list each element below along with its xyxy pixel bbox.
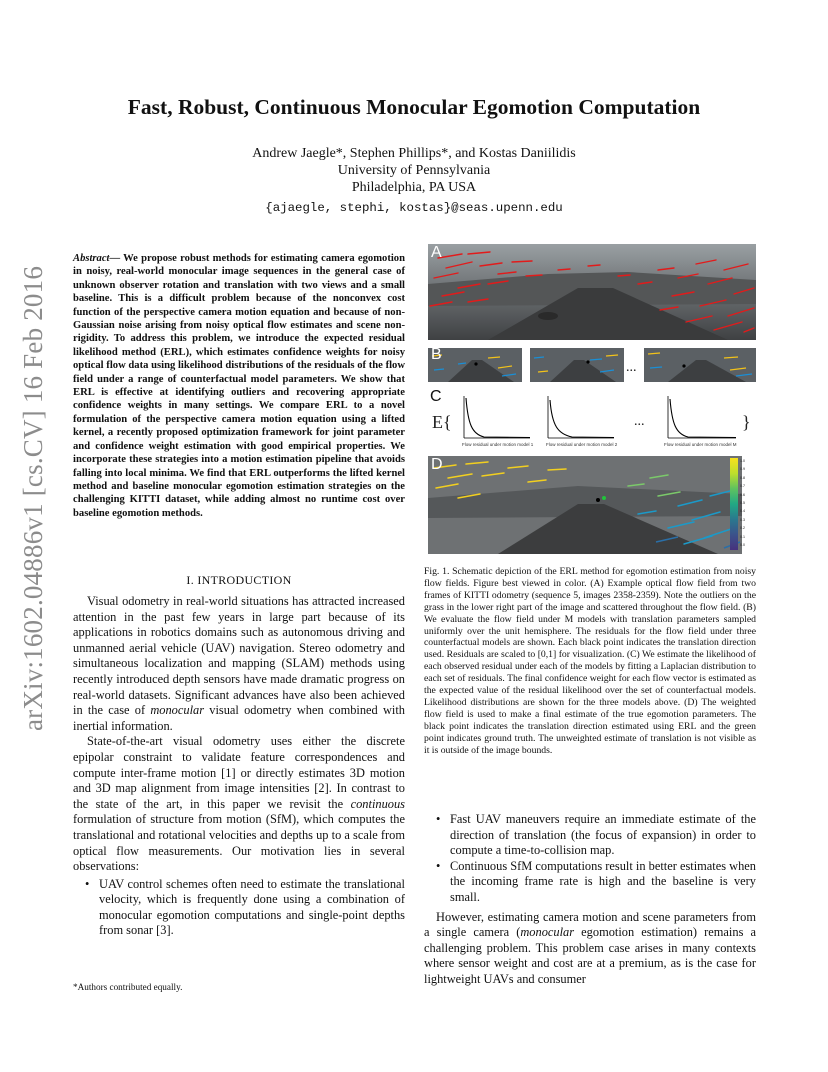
colorbar-tick: 0.7: [740, 484, 745, 489]
panel-d-weighted-flow-graphic: [428, 456, 742, 554]
colorbar-tick: 0.5: [740, 501, 745, 506]
panel-b-thumb-1: [428, 348, 522, 382]
panel-label-b: B: [431, 346, 442, 363]
intro-paragraph-1: [73, 594, 405, 734]
list-item: • UAV control schemes often need to estimate the translational velocity, which is frequently done using a combination of monocular egomotion computations and single-point depths from sonar [3].: [73, 877, 405, 939]
colorbar-tick: 0.1: [740, 534, 745, 539]
abstract-text: We propose robust methods for estimating camera egomotion in noisy, real-world monocular image sequences in the general case of unknown observer rotation and translation with two views and a small baseline. This is a difficult problem because of the nonconvex cost function of the perspective camera motion equation and because of non-Gaussian noise arising from noisy optical flow estimates and scene non-rigidity. To address this problem, we introduce the expected residual likelihood method (ERL), which estimates confidence weights for noisy optical flow data using likelihood distributions of the residuals of the flow field under a range of counterfactual model parameters. We show that ERL is effective at identifying outliers and recovering appropriate confidence weights in many settings. We compare ERL to a novel formulation of the perspective camera motion equation using a lifted kernel, a recently proposed optimization framework for joint parameter and confidence weight estimation with good empirical properties. We incorporate these strategies into a motion estimation pipeline that avoids falling into local minima. We find that ERL outperforms the lifted kernel method and baseline monocular egomotion estimation strategies on the challenging KITTI dataset, while adding almost no runtime cost over baseline egomotion methods.: [73, 253, 405, 519]
p2-emphasis: continuous: [350, 796, 405, 811]
arxiv-stamp: [14, 265, 54, 731]
panel-b-thumb-2: [530, 348, 624, 382]
panel-c-likelihoods: [428, 390, 756, 452]
expectation-close: }: [742, 412, 751, 432]
panel-b-thumb-1-graphic: [428, 348, 522, 382]
affiliation: University of Pennsylvania: [337, 163, 491, 178]
paper-title: Fast, Robust, Continuous Monocular Egomotion Computation: [127, 95, 701, 119]
likelihood-curve-1: [454, 394, 532, 442]
location: Philadelphia, PA USA: [351, 180, 477, 195]
list-item: • Fast UAV maneuvers require an immediate estimate of the direction of translation (the focus of expansion) in order to compute a time-to-collision map.: [424, 812, 756, 859]
expectation-open: E{: [432, 412, 452, 432]
p1-emphasis: monocular: [150, 703, 205, 718]
abstract-lead: Abstract: [73, 253, 110, 264]
panel-d-weighted-flow: [428, 456, 742, 554]
colorbar-tick: 0.0: [740, 543, 745, 548]
colorbar-tick: 0.4: [740, 509, 745, 514]
likelihood-plot-1-xlabel: Flow residual under motion model 1: [462, 442, 534, 447]
colorbar-tick: 1.0: [740, 459, 745, 463]
panel-label-c: C: [430, 388, 442, 405]
section-heading-introduction: I. INTRODUCTION: [186, 573, 292, 587]
figure-1-caption: Fig. 1. Schematic depiction of the ERL method for egomotion estimation from noisy flow fields. Figure best viewed in color. (A) Example optical flow field from two frames of KITTI odometry (sequence 5, images 2358-2359). Note the outliers on the grass in the lower right part of the image and scattered throughout the flow field. (B) We evaluate the flow field under M models with translation parameters sampled uniformly over the unit hemisphere. The residuals for the flow field under three counterfactual models are shown. Each black point indicates the translation direction used. Residuals are scaled to [0,1] for visualization. (C) We estimate the likelihood of each observed residual under each of the models by fitting a Laplacian distribution to each set of residuals. The final confidence weight for each flow vector is estimated as the expected value of the residual likelihood over the set of counterfactual models. Likelihood distributions are shown for the three models above. (D) The weighted flow field is used to make a final estimate of the true egomotion parameters. The black point indicates the translation direction estimated using ERL and the green point indicates ground truth. The unweighted estimate of translation is not visible as it is outside of the image bounds.: [424, 566, 756, 756]
author-list: Andrew Jaegle*, Stephen Phillips*, and Kostas Daniilidis: [252, 146, 576, 161]
figure-1: [428, 244, 756, 554]
likelihood-plot-1: [454, 394, 532, 450]
arxiv-stamp-text: arXiv:1602.04886v1 [cs.CV] 16 Feb 2016: [18, 265, 49, 731]
p1-text-b: visual odometry when combined with inertial information.: [73, 703, 405, 733]
panel-a-flow-image: [428, 244, 756, 340]
p3-text-a: However, estimating camera motion and scene parameters from a single camera (: [424, 909, 756, 940]
author-emails: {ajaegle, stephi, kostas}@seas.upenn.edu: [265, 201, 563, 215]
p3-text-b: egomotion estimation) remains a challenging problem. This problem case arises in many contexts where sensor weight and cost are at a premium, as is the case for lightweight UAVs and consumer: [424, 925, 757, 986]
panel-label-d: D: [431, 456, 443, 473]
motivation-list: [73, 877, 405, 939]
panel-c-ellipsis: ...: [634, 414, 645, 429]
colorbar: [730, 458, 738, 550]
panel-b-residuals: [428, 348, 756, 382]
likelihood-curve-2: [538, 394, 616, 442]
panel-b-thumb-3-graphic: [644, 348, 756, 382]
motivation-list-continued: [424, 812, 756, 906]
colorbar-tick: 0.9: [740, 467, 745, 472]
footnote: *Authors contributed equally.: [73, 982, 183, 992]
p3-emphasis: monocular: [520, 925, 575, 940]
colorbar-tick: 0.2: [740, 526, 745, 531]
panel-a-flow-graphic: [428, 244, 756, 340]
p2-text-a: State-of-the-art visual odometry uses either the discrete epipolar constraint to validate feature correspondences and compute inter-frame motion [1] or directly estimates 3D motion and 3D map alignment from image intensities [2]. In contrast to the state of the art, in this paper we revisit the: [73, 734, 405, 811]
panel-b-thumb-3: [644, 348, 756, 382]
p2-text-b: formulation of structure from motion (SfM), which computes the translational and rotational velocities and depths up to a scale from optical flow measurements. Our motivation lies in several observations:: [73, 812, 405, 874]
colorbar-tick: 0.3: [740, 517, 745, 522]
intro-paragraph-3: [424, 910, 756, 988]
abstract: [73, 252, 405, 520]
colorbar-ticks: [740, 457, 756, 551]
panel-b-ellipsis: ...: [626, 360, 637, 375]
colorbar-tick: 0.6: [740, 492, 745, 497]
intro-column-left: [73, 594, 405, 939]
list-item: • Continuous SfM computations result in better estimates when the incoming frame rate is high and the baseline is very small.: [424, 859, 756, 906]
colorbar-tick: 0.8: [740, 475, 745, 480]
p1-text-a: Visual odometry in real-world situations has attracted increased attention in the past few years in large part because of its applications in robotics domains such as autonomous driving and unmanned aerial vehicle (UAV) navigation. Stereo odometry and simultaneous localization and mapping (SLAM) methods using recently introduced depth sensors have made dramatic progress on real-world datasets. Significant advances have also been achieved in the case of: [73, 594, 405, 718]
likelihood-plot-3: [658, 394, 738, 450]
likelihood-curve-3: [658, 394, 738, 442]
intro-paragraph-2: [73, 734, 405, 874]
panel-b-thumb-2-graphic: [530, 348, 624, 382]
abstract-dash: —: [109, 253, 121, 264]
intro-column-right: [424, 812, 756, 988]
likelihood-plot-2-xlabel: Flow residual under motion model 2: [546, 442, 618, 447]
panel-label-a: A: [431, 244, 442, 261]
likelihood-plot-2: [538, 394, 616, 450]
likelihood-plot-3-xlabel: Flow residual under motion model M: [664, 442, 737, 447]
